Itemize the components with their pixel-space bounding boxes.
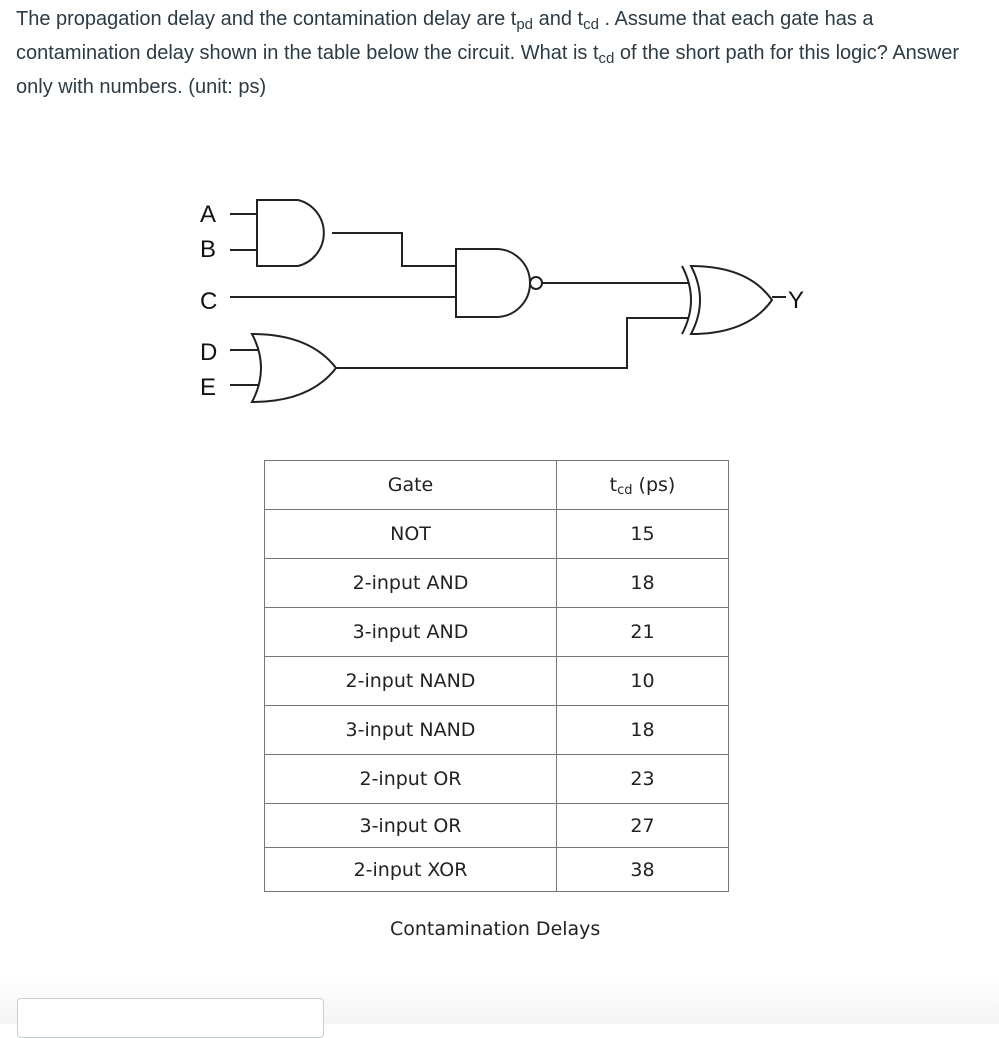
tcd-value: 38 [557, 848, 729, 892]
table-row [265, 657, 729, 706]
header-tcd: $t_{cd}$ (ps) [557, 461, 729, 510]
and-gate [257, 200, 324, 266]
gate-name: 3-input OR [265, 804, 557, 848]
table-row [265, 510, 729, 559]
table-row [265, 804, 729, 848]
xor-gate [691, 266, 772, 334]
table-row [265, 755, 729, 804]
gate-name: 2-input AND [265, 559, 557, 608]
nand-bubble [530, 277, 542, 289]
gate-name: 2-input XOR [265, 848, 557, 892]
table-row [265, 559, 729, 608]
table-row [265, 848, 729, 892]
gate-name: 2-input NAND [265, 657, 557, 706]
input-label-d: D [200, 339, 218, 366]
logic-circuit-diagram [0, 0, 999, 460]
output-label-y: Y [788, 287, 805, 314]
tcd-value: 27 [557, 804, 729, 848]
xor-gate-back-arc [682, 266, 691, 334]
nand-gate [456, 249, 530, 317]
table-row [265, 706, 729, 755]
tcd-value: 15 [557, 510, 729, 559]
input-label-b: B [200, 236, 217, 263]
answer-input[interactable] [17, 998, 324, 1038]
contamination-delay-table [264, 460, 729, 892]
table-header-row [265, 461, 729, 510]
wire-or-out [336, 318, 688, 368]
tcd-value: 18 [557, 559, 729, 608]
gate-name: NOT [265, 510, 557, 559]
wire-and-out [332, 233, 456, 266]
table-caption: Contamination Delays [390, 918, 601, 940]
input-label-c: C [200, 288, 218, 315]
question-text: The propagation delay and the contamination delay are $t_{pd}$ and $t_{cd}$ . Assume that each gate has a contamination delay shown in the table below the circuit. What is $t_{cd}$ of the short path for this logic? Answer only with numbers. (unit: ps) [16, 8, 960, 98]
tcd-value: 21 [557, 608, 729, 657]
input-label-a: A [200, 201, 217, 228]
or-gate [252, 334, 336, 402]
input-label-e: E [200, 374, 217, 401]
gate-name: 3-input AND [265, 608, 557, 657]
tcd-value: 23 [557, 755, 729, 804]
gate-name: 3-input NAND [265, 706, 557, 755]
table-row [265, 608, 729, 657]
tcd-value: 10 [557, 657, 729, 706]
tcd-value: 18 [557, 706, 729, 755]
header-gate: Gate [265, 461, 557, 510]
gate-name: 2-input OR [265, 755, 557, 804]
